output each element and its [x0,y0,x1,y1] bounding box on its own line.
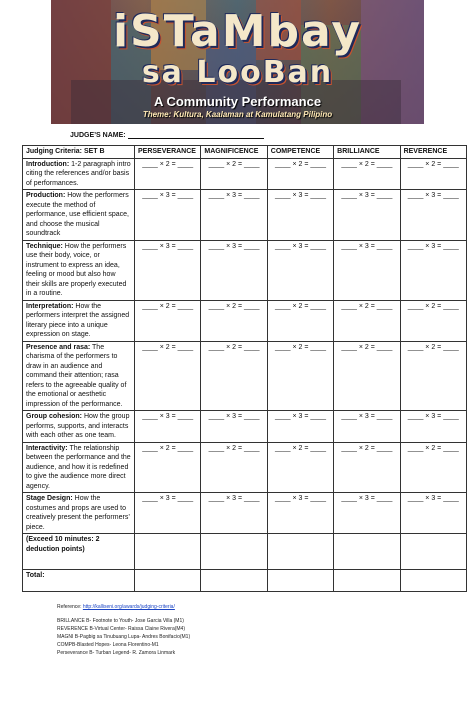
total-label: Total: [26,572,45,579]
score-cell[interactable]: ____ × 3 = ____ [201,493,267,534]
empty-cell[interactable] [135,534,201,570]
score-cell[interactable]: ____ × 3 = ____ [135,493,201,534]
score-cell[interactable]: ____ × 3 = ____ [135,240,201,300]
empty-cell[interactable] [334,534,400,570]
score-cell[interactable]: ____ × 2 = ____ [201,300,267,341]
score-cell[interactable]: ____ × 2 = ____ [267,442,333,493]
criteria-title: Group cohesion: [26,413,82,420]
deduction-text: (Exceed 10 minutes: 2 deduction points) [26,536,100,553]
score-cell[interactable]: ____ × 3 = ____ [201,240,267,300]
score-cell[interactable]: ____ × 3 = ____ [400,240,466,300]
total-row [23,570,467,592]
score-cell[interactable]: ____ × 2 = ____ [135,300,201,341]
total-score-cell[interactable] [267,570,333,592]
score-cell[interactable]: ____ × 3 = ____ [334,190,400,241]
column-header: PERSEVERANCE [135,146,201,159]
column-header: MAGNIFICENCE [201,146,267,159]
reference-label: Reference: [57,604,83,610]
criteria-cell [23,190,135,241]
criteria-row [23,442,467,493]
empty-cell[interactable] [267,534,333,570]
criteria-title: Interpretation: [26,302,74,310]
column-header: COMPETENCE [267,146,333,159]
score-cell[interactable]: ____ × 2 = ____ [267,341,333,411]
criteria-description: The charisma of the performers to draw in an audience and command their attention; rasa refers to the agreeable quality of the emotional or aesthetic impression of the performance. [26,343,127,408]
credit-line: REVERENCE B-Virtual Center- Raissa Claine Rivera(M4) [57,626,186,632]
judge-name-line[interactable] [128,131,264,139]
criteria-description: How the group performs, supports, and interacts with each other as one team. [26,413,130,439]
score-cell[interactable]: ____ × 3 = ____ [400,190,466,241]
criteria-title: Stage Design: [26,495,73,502]
event-banner [51,0,424,124]
criteria-description: The relationship between the performance and the audience, and how it is redefined to give the audience more direct agency. [26,444,131,490]
score-cell[interactable]: ____ × 3 = ____ [267,493,333,534]
reference-link[interactable]: http://kalliseni.org/awards/judging-criteria/ [82,604,175,610]
score-cell[interactable]: ____ × 3 = ____ [334,411,400,443]
criteria-description: How the costumes and props are used to creatively present the performers’ piece. [26,495,130,531]
banner-theme: Theme: Kultura, Kaalaman at Kamulatang Pilipino [142,110,333,119]
criteria-row [23,341,467,411]
score-cell[interactable]: ____ × 2 = ____ [135,442,201,493]
total-cell [23,570,135,592]
score-cell[interactable]: ____ × 3 = ____ [267,190,333,241]
criteria-description: How the performers interpret the assigned literary piece into a unique expression on stage. [26,302,130,338]
banner-title-line1: iSTaMbay [112,6,363,57]
score-cell[interactable]: ____ × 3 = ____ [400,411,466,443]
criteria-row [23,158,467,190]
score-cell[interactable]: ____ × 3 = ____ [267,411,333,443]
credit-line: COMPB-Blasted Hopes- Leona Florentino-M1 [57,642,159,648]
criteria-row [23,190,467,241]
score-cell[interactable]: ____ × 3 = ____ [267,240,333,300]
criteria-cell [23,341,135,411]
score-cell[interactable]: ____ × 2 = ____ [334,341,400,411]
empty-cell[interactable] [201,534,267,570]
criteria-title: Presence and rasa: [26,343,91,351]
score-cell[interactable]: ____ × 2 = ____ [334,158,400,190]
score-cell[interactable]: ____ × 2 = ____ [400,341,466,411]
credit-line: Perseverance B- Turban Legend- R. Zamora Linmark [57,650,176,656]
column-header: REVERENCE [400,146,466,159]
score-cell[interactable]: ____ × 2 = ____ [135,341,201,411]
criteria-description: How the performers use their body, voice, or instrument to express an idea, feeling or mood but also how their skills are properly executed in a routine. [26,242,127,297]
criteria-row [23,300,467,341]
score-cell[interactable]: ____ × 2 = ____ [400,442,466,493]
score-cell[interactable]: ____ × 2 = ____ [267,158,333,190]
criteria-cell [23,493,135,534]
credit-line: BRILLANCE B- Footnote to Youth- Jose Garcia Villa (M1) [57,618,184,624]
banner-subtitle: A Community Performance [153,94,322,109]
score-cell[interactable]: ____ × 2 = ____ [334,442,400,493]
score-cell[interactable]: ____ × 2 = ____ [267,300,333,341]
score-cell[interactable]: ____ × 3 = ____ [135,190,201,241]
reference-line [57,603,190,611]
judging-table [22,145,467,592]
criteria-header: Judging Criteria: SET B [23,146,135,159]
judge-name-field[interactable] [70,131,264,139]
table-header-row [23,146,467,159]
credits-list [57,617,190,657]
score-cell[interactable]: ____ × 2 = ____ [201,442,267,493]
table-body [23,158,467,534]
total-score-cell[interactable] [135,570,201,592]
criteria-row [23,411,467,443]
score-cell[interactable]: ____ × 3 = ____ [201,411,267,443]
criteria-title: Interactivity: [26,444,68,452]
total-score-cell[interactable] [334,570,400,592]
credit-line: MAGNI B-Pagbig sa Tinubuang Lupa- Andres Bonifacio(M1) [57,634,191,640]
criteria-description: How the performers execute the method of performance, use efficient space, and choose the musical soundtrack [26,192,129,237]
criteria-cell [23,442,135,493]
deduction-row [23,534,467,570]
score-cell[interactable]: ____ × 3 = ____ [135,411,201,443]
score-cell[interactable]: ____ × 2 = ____ [334,300,400,341]
criteria-description: 1-2 paragraph intro citing the references and/or basis of performances. [26,160,131,187]
criteria-title: Production: [26,192,66,199]
criteria-title: Introduction: [26,160,70,168]
criteria-row [23,240,467,300]
score-cell[interactable]: ____ × 3 = ____ [400,493,466,534]
column-header: BRILLIANCE [334,146,400,159]
judge-name-label: JUDGE’S NAME: [70,132,126,139]
score-cell[interactable]: ____ × 3 = ____ [334,240,400,300]
criteria-row [23,493,467,534]
criteria-cell [23,411,135,443]
total-score-cell[interactable] [201,570,267,592]
banner-title-line2: sa LooBan [141,55,334,90]
criteria-title: Technique: [26,242,63,250]
score-cell[interactable]: ____ × 2 = ____ [135,158,201,190]
criteria-cell [23,158,135,190]
score-cell[interactable]: ____ × 3 = ____ [334,493,400,534]
score-cell[interactable]: ____ × 2 = ____ [400,158,466,190]
criteria-cell [23,240,135,300]
score-cell[interactable]: ____ × 2 = ____ [201,341,267,411]
score-cell[interactable]: ____ × 2 = ____ [400,300,466,341]
total-score-cell[interactable] [400,570,466,592]
score-cell[interactable]: ____ × 2 = ____ [201,158,267,190]
criteria-cell [23,300,135,341]
score-cell[interactable]: ____ × 3 = ____ [201,190,267,241]
empty-cell[interactable] [400,534,466,570]
deduction-cell [23,534,135,570]
footer [57,603,190,657]
